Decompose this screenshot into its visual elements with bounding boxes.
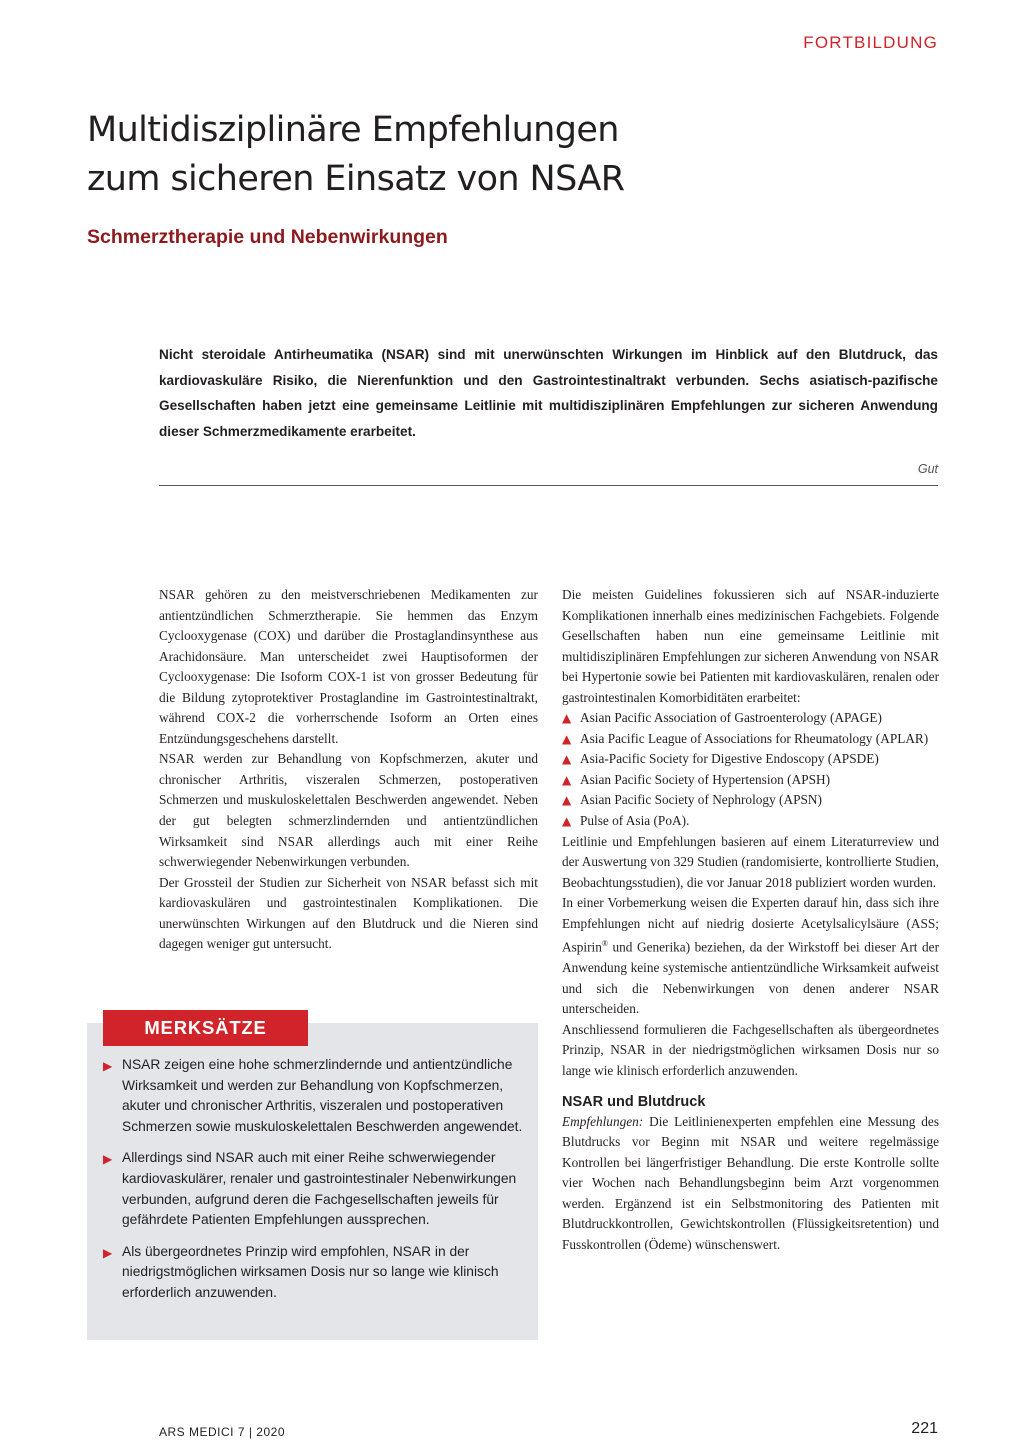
society-name: Asian Pacific Society of Hypertension (APSH) xyxy=(580,771,831,787)
society-name: Asian Pacific Association of Gastroenterology (APAGE) xyxy=(580,710,882,726)
article-subtitle: Schmerztherapie und Nebenwirkungen xyxy=(87,226,448,248)
section-heading: NSAR und Blutdruck xyxy=(562,1093,706,1110)
triangle-bullet-icon: ▲ xyxy=(562,752,572,767)
arrow-right-icon: ▶ xyxy=(103,1245,113,1260)
body-paragraph: NSAR gehören zu den meistverschriebenen Medikamenten zur antientzündlichen Schmerztherapie. Sie hemmen das Enzym Cyclooxygenase (COX) und darüber die Prostaglandinsynthese aus Arachidonsäure. Man unterscheidet zwei Hauptisoformen der Cyclooxygenase: Die Isoform COX-1 ist von grosser Bedeutung für die Bildung zytoprotektiver Prostaglandine im Gastrointestinaltrakt, während COX-2 die vorherrschende Isoform an Orten eines Entzündungsgeschehens darstellt. xyxy=(159,587,538,746)
article-title-line-2: zum sicheren Einsatz von NSAR xyxy=(87,159,625,199)
article-title-line-1: Multidisziplinäre Empfehlungen xyxy=(87,110,619,150)
society-item xyxy=(562,708,939,729)
ass-text-2: und Generika) beziehen, da der Wirkstoff bei dieser Art der Anwendung keine systemische antientzündliche Wirksamkeit aufweist und sich die Nebenwirkungen von denen anderer NSAR unterscheiden. xyxy=(562,939,939,1017)
arrow-right-icon: ▶ xyxy=(103,1059,113,1073)
society-name: Asia Pacific League of Associations for Rheumatology (APLAR) xyxy=(580,730,929,746)
left-column xyxy=(159,585,538,955)
recommendation-text: Die Leitlinienexperten empfehlen eine Messung des Blutdrucks vor Beginn mit NSAR und weitere regelmässige Kontrollen bei längerfristiger Behandlung. Die erste Kontrolle sollte vier Wochen nach Behandlungsbeginn beim Arzt vorgenommen werden. Ergänzend ist ein Selbstmonitoring des Patienten mit Blutdruckkontrollen, Gewichtskontrollen (Flüssigkeitsretention) und Fusskontrollen (Ödeme) wünschenswert. xyxy=(562,1113,939,1252)
society-item xyxy=(562,790,939,811)
right-column xyxy=(562,585,939,1255)
society-item xyxy=(562,811,939,832)
journal-issue: ARS MEDICI 7 | 2020 xyxy=(159,1425,285,1439)
society-item xyxy=(562,729,939,750)
society-item xyxy=(562,770,939,791)
arrow-right-icon: ▶ xyxy=(103,1152,113,1167)
triangle-bullet-icon: ▲ xyxy=(562,814,572,829)
society-name: Asia-Pacific Society for Digestive Endoscopy (APSDE) xyxy=(580,751,879,767)
body-paragraph: Anschliessend formulieren die Fachgesellschaften als übergeordnetes Prinzip, NSAR in der niedrigstmöglichen wirksamen Dosis nur so lange wie klinisch erforderlich anzuwenden. xyxy=(562,1021,939,1078)
body-paragraph: Die meisten Guidelines fokussieren sich auf NSAR-induzierte Komplikationen innerhalb eines medizinischen Fachgebiets. Folgende Gesellschaften haben nun eine gemeinsame Leitlinie mit multidisziplinären Empfehlungen zur sicheren Anwendung von NSAR bei Hypertonie sowie bei Patienten mit kardiovaskulären, renalen oder gastrointestinalen Komorbiditäten erarbeitet: xyxy=(562,587,939,705)
triangle-bullet-icon: ▲ xyxy=(562,731,572,746)
merksatz-item xyxy=(103,1148,530,1230)
merksaetze-label: MERKSÄTZE xyxy=(103,1010,308,1046)
society-list xyxy=(562,708,939,831)
merksatz-item xyxy=(103,1242,530,1304)
merksatz-text: Als übergeordnetes Prinzip wird empfohlen, NSAR in der niedrigstmöglichen wirksamen Dosis nur so lange wie klinisch erforderlich anzuwenden. xyxy=(122,1243,499,1300)
author: Gut xyxy=(917,462,938,476)
body-paragraph: Leitlinie und Empfehlungen basieren auf einem Literaturreview und der Auswertung von 329 Studien (randomisierte, kontrollierte Studien, Beobachtungsstudien), die vor Januar 2018 publiziert worden wurden. xyxy=(562,833,939,890)
ass-text-1: In einer Vorbemerkung weisen die Experten darauf hin, dass sich ihre Empfehlungen nicht auf niedrig dosierte Acetylsalicylsäure (ASS; Aspirin xyxy=(562,895,939,955)
body-paragraph: Der Grossteil der Studien zur Sicherheit von NSAR befasst sich mit kardiovaskulären und gastrointestinalen Komplikationen. Die unerwünschten Wirkungen auf den Blutdruck und die Nieren sind dagegen weniger gut untersucht. xyxy=(159,874,538,952)
divider-rule xyxy=(159,485,938,486)
triangle-bullet-icon: ▲ xyxy=(562,793,572,808)
triangle-bullet-icon: ▲ xyxy=(562,711,572,726)
society-name: Asian Pacific Society of Nephrology (APSN) xyxy=(580,792,822,808)
merksatz-text: NSAR zeigen eine hohe schmerzlindernde und antientzündliche Wirksamkeit und werden zur Behandlung von Kopfschmerzen, akuter und chronischer Arthritis, viszeralen und postoperativen Schmerzen sowie muskuloskelettalen Beschwerden angewendet. xyxy=(122,1057,523,1134)
registered-mark: ® xyxy=(601,939,608,949)
recommendation-label: Empfehlungen: xyxy=(562,1113,644,1129)
merksatz-item xyxy=(103,1055,530,1137)
page-number: 221 xyxy=(911,1420,938,1437)
body-paragraph: NSAR werden zur Behandlung von Kopfschmerzen, akuter und chronischer Arthritis, viszeralen Schmerzen, postoperativen Schmerzen und muskuloskelettalen Beschwerden angewendet. Neben der gut belegten schmerzlindernden und antientzündlichen Wirksamkeit sind NSAR allerdings auch mit einer Reihe schwerwiegender Nebenwirkungen verbunden. xyxy=(159,751,538,870)
society-name: Pulse of Asia (PoA). xyxy=(580,813,690,829)
body-paragraph xyxy=(562,893,939,1020)
article-title xyxy=(87,106,947,204)
merksatz-text: Allerdings sind NSAR auch mit einer Reihe schwerwiegender kardiovaskulärer, renaler und gastrointestinaler Nebenwirkungen verbunden, aufgrund deren die Fachgesellschaften jeweils für gefährdete Patienten Empfehlungen aussprechen. xyxy=(122,1150,517,1228)
merksaetze-list xyxy=(103,1055,530,1315)
triangle-bullet-icon: ▲ xyxy=(562,772,572,787)
lead-paragraph: Nicht steroidale Antirheumatika (NSAR) sind mit unerwünschten Wirkungen im Hinblick auf den Blutdruck, das kardiovaskuläre Risiko, die Nierenfunktion und den Gastrointestinaltrakt verbunden. Sechs asiatisch-pazifische Gesellschaften haben jetzt eine gemeinsame Leitlinie mit multidisziplinären Empfehlungen zur sicheren Anwendung dieser Schmerzmedikamente erarbeitet. xyxy=(159,347,938,439)
society-item xyxy=(562,749,939,770)
section-label: FORTBILDUNG xyxy=(803,33,938,52)
body-paragraph xyxy=(562,1112,939,1256)
